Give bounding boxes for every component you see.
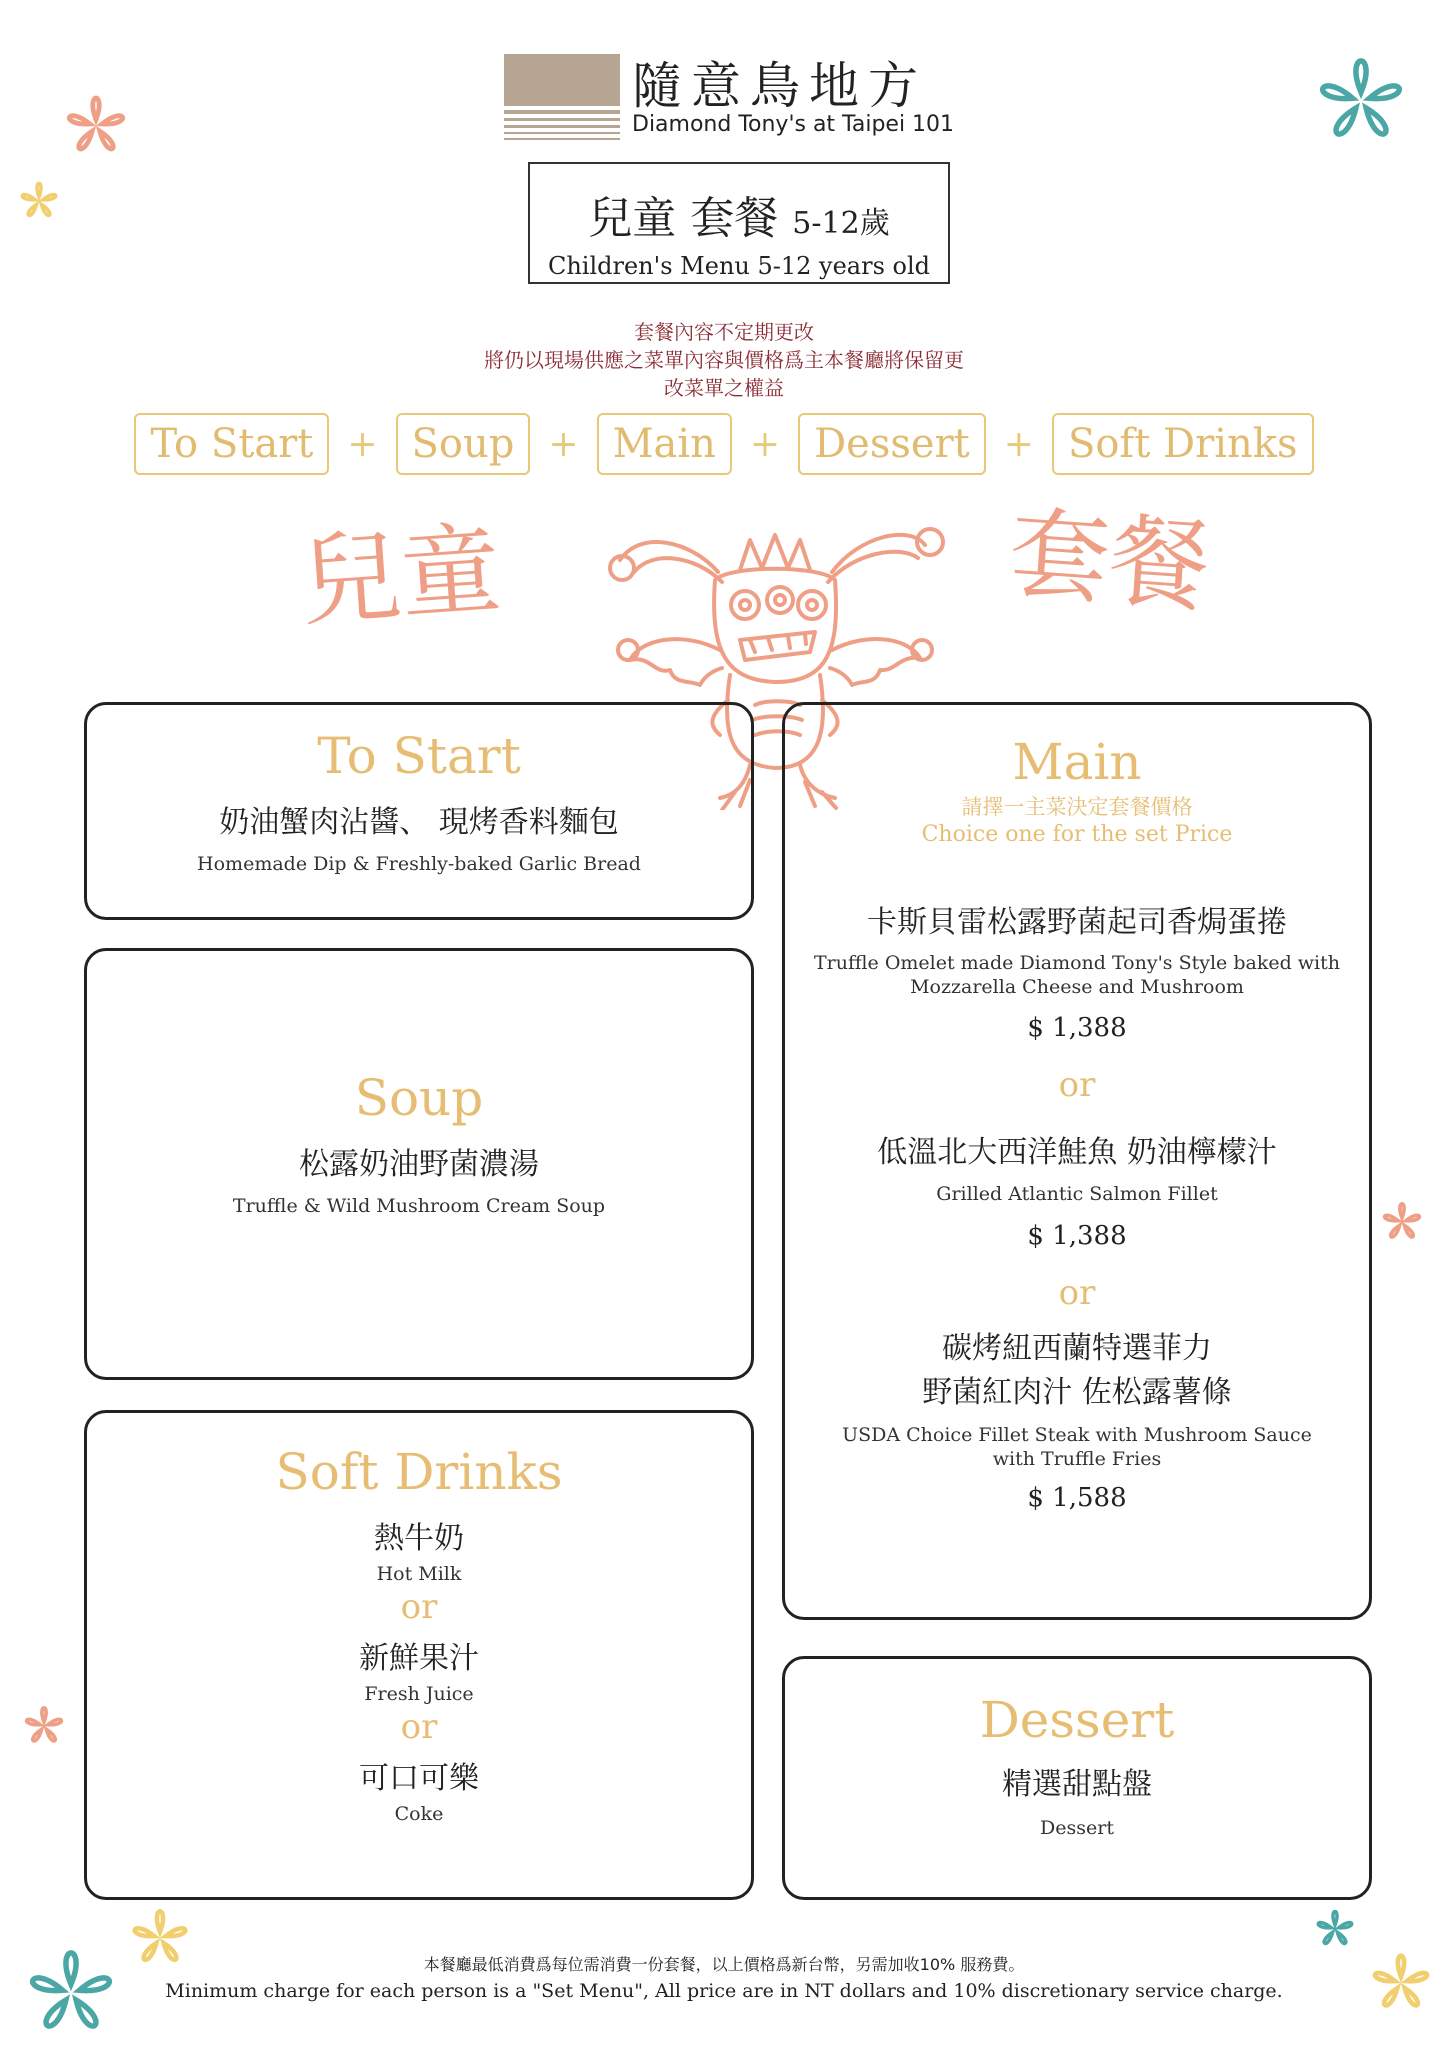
menu-title-age: 5-12歲: [792, 206, 890, 241]
section-title: Soft Drinks: [275, 1443, 563, 1501]
section-to-start: [84, 702, 754, 920]
course-chip-dessert: Dessert: [798, 413, 986, 475]
brand-name-zh: 隨意鳥地方: [632, 57, 927, 115]
or-separator: or: [1058, 1065, 1096, 1105]
or-separator: or: [400, 1587, 438, 1627]
dish-name-zh: 奶油蟹肉沾醬、 現烤香料麵包: [219, 805, 619, 840]
plus-sign: +: [548, 423, 579, 465]
menu-title-zh: [530, 182, 948, 246]
drink-name-en: Fresh Juice: [364, 1683, 474, 1705]
dish-name-zh: 精選甜點盤: [1002, 1767, 1152, 1802]
course-chip-main: Main: [597, 413, 732, 475]
course-chips: [0, 412, 1448, 476]
dish-name-zh: [785, 1327, 1369, 1415]
brand-name-en: Diamond Tony's at Taipei 101: [632, 112, 955, 137]
main-subtitle-en: Choice one for the set Price: [921, 822, 1233, 847]
notice-line: 改菜單之權益: [664, 376, 784, 400]
flower-icon: [1306, 46, 1416, 156]
flower-icon: [1362, 1944, 1440, 2022]
dish-price: $ 1,388: [1027, 1221, 1127, 1251]
or-separator: or: [400, 1707, 438, 1747]
dish-name-en: Truffle & Wild Mushroom Cream Soup: [232, 1195, 606, 1217]
flower-icon: [16, 1938, 126, 2048]
section-soup: [84, 948, 754, 1380]
dish-desc-line: USDA Choice Fillet Steak with Mushroom Sauce: [842, 1424, 1312, 1446]
drink-name-zh: 可口可樂: [359, 1761, 479, 1796]
dish-name-zh: 松露奶油野菌濃湯: [299, 1147, 539, 1182]
dish-name-en: Homemade Dip & Freshly-baked Garlic Bread: [197, 853, 641, 875]
dish-name-line: 野菌紅肉汁 佐松露薯條: [922, 1375, 1232, 1410]
section-main: [782, 702, 1372, 1620]
dish-price: $ 1,588: [1027, 1483, 1127, 1513]
section-title: Soup: [354, 1069, 484, 1127]
dish-name-en: Dessert: [1040, 1817, 1114, 1839]
course-chip-soup: Soup: [396, 413, 531, 475]
flower-icon: [122, 1900, 198, 1976]
section-soft-drinks: [84, 1410, 754, 1900]
drink-name-zh: 熱牛奶: [374, 1521, 464, 1556]
notice-line: 將仍以現場供應之菜單內容與價格爲主本餐廳將保留更: [484, 348, 964, 372]
dish-name-zh: 低溫北大西洋鮭魚 奶油檸檬汁: [877, 1135, 1277, 1170]
or-separator: or: [1058, 1273, 1096, 1313]
drink-name-zh: 新鮮果汁: [359, 1641, 479, 1676]
section-title: Main: [1012, 733, 1142, 791]
handwritten-heading-left: 兒童: [296, 510, 505, 641]
dish-name-en: [785, 1423, 1369, 1471]
menu-title-zh-text: 兒童 套餐: [588, 193, 779, 244]
section-dessert: [782, 1656, 1372, 1900]
section-title: To Start: [317, 727, 521, 785]
dish-name-line: 碳烤紐西蘭特選菲力: [942, 1331, 1212, 1366]
footer-note-zh: 本餐廳最低消費爲每位需消費一份套餐，以上價格爲新台幣，另需加收10% 服務費。: [423, 1955, 1025, 1974]
menu-notice: [380, 318, 1068, 402]
flower-icon: [1376, 1196, 1428, 1248]
dish-desc-line: with Truffle Fries: [992, 1448, 1162, 1470]
drink-name-en: Hot Milk: [376, 1563, 462, 1585]
logo-mark: [504, 54, 620, 142]
menu-title-box: [528, 162, 950, 284]
handwritten-heading-right: 套餐: [1005, 495, 1214, 626]
plus-sign: +: [1003, 423, 1034, 465]
menu-title-en: Children's Menu 5-12 years old: [547, 252, 931, 280]
plus-sign: +: [749, 423, 781, 465]
dish-desc-line: Mozzarella Cheese and Mushroom: [910, 976, 1244, 998]
dish-name-en: Grilled Atlantic Salmon Fillet: [936, 1183, 1218, 1205]
footer-note-en: Minimum charge for each person is a "Set Menu", All price are in NT dollars and 10% discretionary service charge.: [165, 1980, 1283, 2002]
flower-icon: [56, 86, 136, 166]
flower-icon: [18, 1700, 70, 1752]
drink-name-en: Coke: [394, 1803, 444, 1825]
course-chip-to-start: To Start: [134, 413, 329, 475]
dish-desc-line: Truffle Omelet made Diamond Tony's Style baked with: [813, 952, 1341, 974]
dish-price: $ 1,388: [1027, 1013, 1127, 1043]
dish-name-zh: 卡斯貝雷松露野菌起司香焗蛋捲: [867, 905, 1287, 940]
section-title: Dessert: [979, 1691, 1175, 1749]
dish-name-en: [785, 951, 1369, 999]
plus-sign: +: [347, 423, 378, 465]
flower-icon: [1310, 1904, 1360, 1954]
course-chip-soft-drinks: Soft Drinks: [1052, 413, 1314, 475]
flower-icon: [14, 176, 64, 226]
main-subtitle-zh: 請擇一主菜決定套餐價格: [961, 795, 1193, 819]
notice-line: 套餐內容不定期更改: [634, 320, 814, 344]
